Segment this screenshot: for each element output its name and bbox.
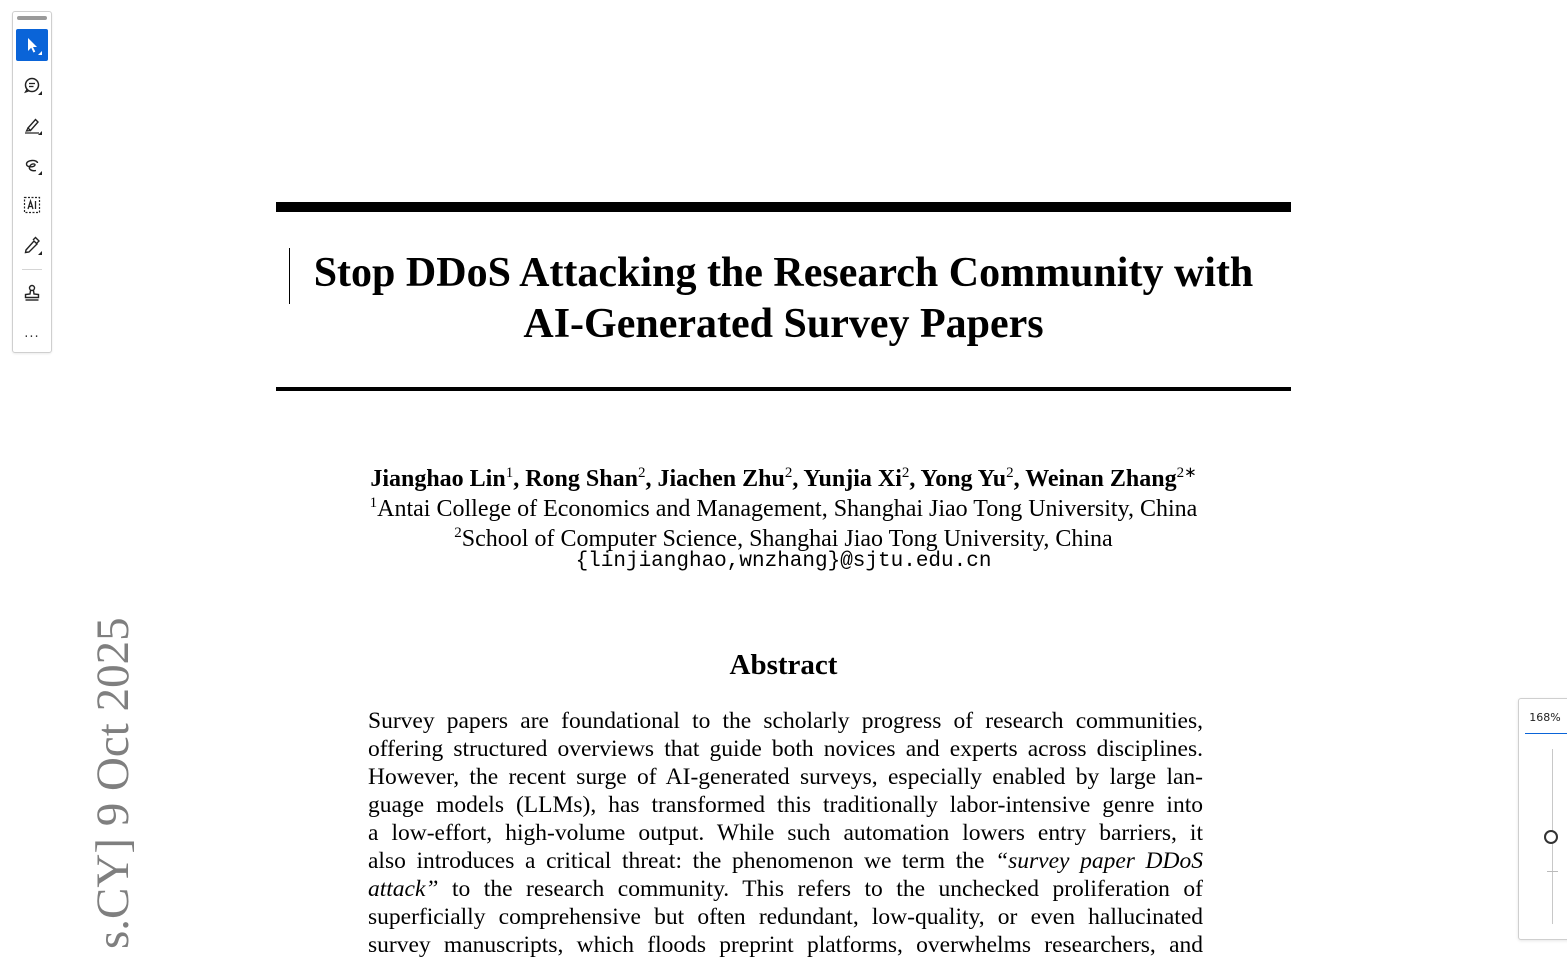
- author-affiliation-mark: 2: [901, 465, 910, 481]
- toolbar-divider: [22, 269, 42, 270]
- author-name: Rong Shan: [525, 466, 638, 492]
- highlight-tool-button[interactable]: [16, 109, 48, 141]
- abstract-line: Survey papers are foundational to the scholarly progress of research communities,: [368, 708, 1203, 734]
- arxiv-identifier-stamp: s.CY] 9 Oct 2025: [87, 617, 139, 949]
- abstract-body: [368, 707, 1203, 959]
- affiliation-mark: 2: [454, 525, 462, 541]
- author-emails: {linjianghao,wnzhang}@sjtu.edu.cn: [575, 550, 992, 573]
- affiliation-text: School of Computer Science, Shanghai Jiao Tong University, China: [461, 526, 1113, 552]
- annotation-toolbar: [12, 11, 52, 353]
- paper-title: [276, 248, 1291, 350]
- author-affiliation-mark: 2: [784, 465, 793, 481]
- more-tools-button[interactable]: ···: [24, 330, 40, 345]
- abstract-line-text: to the research community. This refers to the unchecked proliferation of: [452, 876, 1204, 902]
- abstract-line: guage models (LLMs), has transformed this traditionally labor-intensive genre into: [368, 792, 1203, 818]
- text-box-icon: [22, 195, 42, 215]
- zoom-slider-thumb[interactable]: [1544, 830, 1558, 844]
- draw-tool-button[interactable]: [16, 229, 48, 261]
- abstract-italic-term: attack”: [368, 876, 439, 902]
- abstract-italic-term: “survey paper DDoS: [995, 848, 1203, 874]
- abstract-line: survey manuscripts, which floods preprint platforms, overwhelms researchers, and: [368, 932, 1203, 958]
- author-name: Weinan Zhang: [1025, 466, 1177, 492]
- select-tool-button[interactable]: [16, 29, 48, 61]
- abstract-line: superficially comprehensive but often redundant, low-quality, or even hallucinated: [368, 904, 1203, 930]
- affiliation-text: Antai College of Economics and Management, Shanghai Jiao Tong University, China: [377, 496, 1198, 522]
- affiliation-mark: 1: [369, 495, 378, 511]
- stamp-icon: [22, 283, 42, 303]
- paper-title-line-2: AI-Generated Survey Papers: [523, 301, 1044, 347]
- stamp-tool-button[interactable]: [16, 277, 48, 309]
- author-name: Yunjia Xi: [803, 466, 902, 492]
- author-name: Yong Yu: [920, 466, 1007, 492]
- author-list: Jianghao Lin$^1$, Rong Shan$^2$, Jiachen Zhu$^2$, Yunjia Xi$^2$, Yong Yu$^2$, Weinan Zhang$^{2∗}$: [370, 465, 1197, 492]
- abstract-line-text: also introduces a critical threat: the phenomenon we term the: [368, 848, 996, 874]
- abstract-line-mixed: [368, 847, 1203, 875]
- title-top-rule: [276, 202, 1291, 212]
- abstract-line-mixed: [368, 875, 1203, 903]
- zoom-slider-tick: [1547, 871, 1558, 872]
- author-affiliation-mark: 2: [637, 465, 646, 481]
- comment-tool-button[interactable]: [16, 69, 48, 101]
- paper-title-line-1: Stop DDoS Attacking the Research Community with: [313, 250, 1254, 296]
- abstract-line: offering structured overviews that guide both novices and experts across disciplines.: [368, 736, 1203, 762]
- freehand-tool-button[interactable]: [16, 149, 48, 181]
- author-affiliation-mark: 1: [505, 465, 514, 481]
- abstract-line: a low-effort, high-volume output. While such automation lowers entry barriers, it: [368, 820, 1203, 846]
- zoom-level-label[interactable]: 168%: [1529, 711, 1561, 724]
- author-name: Jiachen Zhu: [657, 466, 785, 492]
- title-bottom-rule: [276, 387, 1291, 391]
- zoom-label-underline: [1525, 733, 1567, 734]
- abstract-heading: Abstract: [729, 649, 838, 681]
- author-name: Jianghao Lin: [370, 466, 506, 492]
- abstract-line: However, the recent surge of AI-generated surveys, especially enabled by large lan-: [368, 764, 1203, 790]
- text-box-tool-button[interactable]: [16, 189, 48, 221]
- toolbar-drag-handle[interactable]: [17, 16, 47, 20]
- zoom-panel: [1518, 698, 1567, 940]
- text-caret: [289, 248, 290, 304]
- author-affiliation-mark: 2: [1006, 465, 1014, 481]
- author-affiliation-mark: 2∗: [1176, 465, 1197, 481]
